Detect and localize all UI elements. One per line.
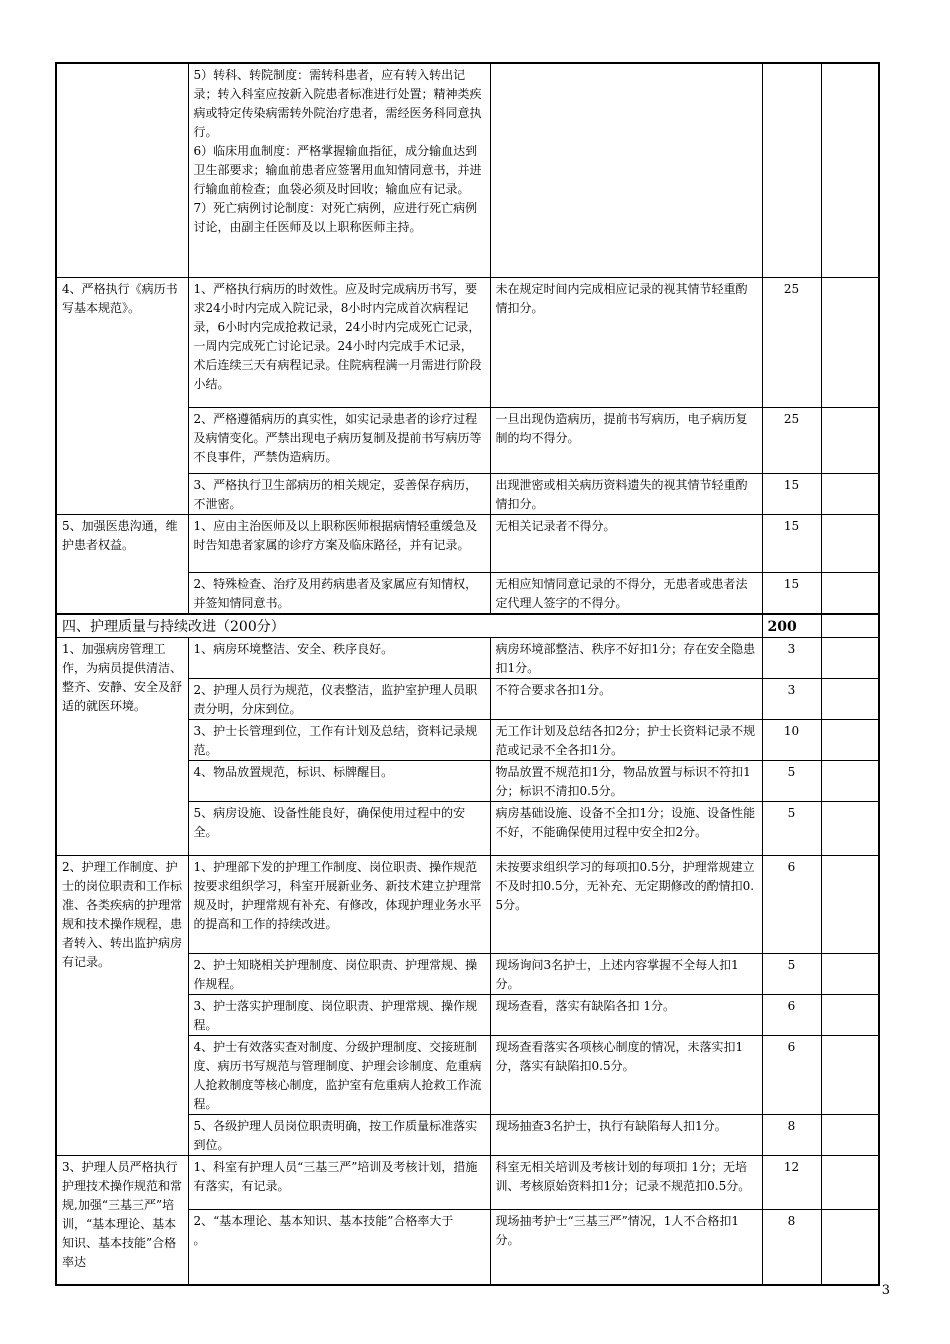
score-cell: 25 [762, 407, 821, 473]
score-cell: 10 [762, 719, 821, 760]
section-score: 200 [762, 614, 821, 638]
score-cell: 5 [762, 801, 821, 855]
score-cell: 25 [762, 277, 821, 407]
standard-cell: 5、病房设施、设备性能良好，确保使用过程中的安全。 [188, 801, 490, 855]
standard-cell: 2、护士知晓相关护理制度、岗位职责、护理常规、操作规程。 [188, 953, 490, 994]
empty-cell [821, 572, 879, 614]
standard-cell: 4、护士有效落实查对制度、分级护理制度、交接班制度、病历书写规范与管理制度、护理会诊制度、危重病人抢救制度等核心制度，监护室有危重病人抢救工作流程。 [188, 1035, 490, 1114]
table-row [56, 1155, 879, 1209]
empty-cell [821, 1035, 879, 1114]
evaluation-table [55, 62, 880, 1286]
empty-cell [821, 801, 879, 855]
deduction-cell: 未在规定时间内完成相应记录的视其情节轻重酌情扣分。 [490, 277, 762, 407]
section-row [56, 614, 879, 638]
score-cell: 6 [762, 1035, 821, 1114]
section-title: 四、护理质量与持续改进（200分） [56, 614, 762, 638]
standard-cell: 2、“基本理论、基本知识、基本技能”合格率大于 。 [188, 1209, 490, 1285]
table-row [56, 637, 879, 678]
score-cell [762, 63, 821, 277]
deduction-cell: 未按要求组织学习的每项扣0.5分，护理常规建立不及时扣0.5分，无补充、无定期修改的酌情扣0.5分。 [490, 855, 762, 953]
empty-cell [821, 1155, 879, 1209]
empty-cell [821, 63, 879, 277]
score-cell: 8 [762, 1114, 821, 1155]
item-cell: 4、严格执行《病历书写基本规范》。 [56, 277, 188, 514]
empty-cell [821, 473, 879, 514]
deduction-cell: 无工作计划及总结各扣2分；护士长资料记录不规范或记录不全各扣1分。 [490, 719, 762, 760]
standard-cell: 4、物品放置规范，标识、标牌醒目。 [188, 760, 490, 801]
empty-cell [821, 1114, 879, 1155]
empty-cell [821, 994, 879, 1035]
deduction-cell: 出现泄密或相关病历资料遗失的视其情节轻重酌情扣分。 [490, 473, 762, 514]
empty-cell [821, 514, 879, 572]
score-cell: 6 [762, 855, 821, 953]
standard-cell: 2、护理人员行为规范，仪表整洁，监护室护理人员职责分明，分床到位。 [188, 678, 490, 719]
empty-cell [821, 719, 879, 760]
standard-cell: 1、严格执行病历的时效性。应及时完成病历书写，要求24小时内完成入院记录，8小时内完成首次病程记录，6小时内完成抢救记录，24小时内完成死亡记录，一周内完成死亡讨论记录。24小时内完成手术记录，术后连续三天有病程记录。住院病程满一月需进行阶段小结。 [188, 277, 490, 407]
empty-cell [821, 637, 879, 678]
item-cell [56, 63, 188, 277]
item-cell: 3、护理人员严格执行护理技术操作规范和常规,加强“三基三严”培训，“基本理论、基本知识、基本技能”合格率达 [56, 1155, 188, 1285]
table-row [56, 855, 879, 953]
deduction-cell [490, 63, 762, 277]
evaluation-table-body [56, 63, 879, 1285]
empty-cell [821, 678, 879, 719]
deduction-cell: 现场询问3名护士，上述内容掌握不全每人扣1分。 [490, 953, 762, 994]
score-cell: 5 [762, 760, 821, 801]
standard-cell: 5、各级护理人员岗位职责明确，按工作质量标准落实到位。 [188, 1114, 490, 1155]
deduction-cell: 现场抽考护士“三基三严”情况，1人不合格扣1分。 [490, 1209, 762, 1285]
deduction-cell: 病房基础设施、设备不全扣1分；设施、设备性能不好，不能确保使用过程中安全扣2分。 [490, 801, 762, 855]
deduction-cell: 现场查看，落实有缺陷各扣 1分。 [490, 994, 762, 1035]
table-row [56, 63, 879, 277]
deduction-cell: 现场抽查3名护士，执行有缺陷每人扣1分。 [490, 1114, 762, 1155]
score-cell: 12 [762, 1155, 821, 1209]
deduction-cell: 一旦出现伪造病历，提前书写病历，电子病历复制的均不得分。 [490, 407, 762, 473]
score-cell: 15 [762, 473, 821, 514]
standard-cell: 1、科室有护理人员“三基三严”培训及考核计划，措施有落实，有记录。 [188, 1155, 490, 1209]
deduction-cell: 科室无相关培训及考核计划的每项扣 1分；无培训、考核原始资料扣1分；记录不规范扣0.5分。 [490, 1155, 762, 1209]
standard-cell: 3、护士长管理到位，工作有计划及总结，资料记录规范。 [188, 719, 490, 760]
score-cell: 6 [762, 994, 821, 1035]
score-cell: 3 [762, 637, 821, 678]
item-cell: 5、加强医患沟通，维护患者权益。 [56, 514, 188, 614]
standard-cell: 1、病房环境整洁、安全、秩序良好。 [188, 637, 490, 678]
deduction-cell: 物品放置不规范扣1分，物品放置与标识不符扣1分；标识不清扣0.5分。 [490, 760, 762, 801]
empty-cell [821, 953, 879, 994]
deduction-cell: 无相关记录者不得分。 [490, 514, 762, 572]
score-cell: 5 [762, 953, 821, 994]
standard-cell: 3、护士落实护理制度、岗位职责、护理常规、操作规程。 [188, 994, 490, 1035]
score-cell: 8 [762, 1209, 821, 1285]
empty-cell [821, 614, 879, 638]
table-row [56, 514, 879, 572]
standard-cell: 2、特殊检查、治疗及用药病患者及家属应有知情权，并签知情同意书。 [188, 572, 490, 614]
table-row [56, 277, 879, 407]
empty-cell [821, 407, 879, 473]
standard-cell: 3、严格执行卫生部病历的相关规定，妥善保存病历，不泄密。 [188, 473, 490, 514]
page-number: 3 [881, 1283, 890, 1298]
empty-cell [821, 277, 879, 407]
score-cell: 15 [762, 514, 821, 572]
empty-cell [821, 760, 879, 801]
item-cell: 1、加强病房管理工作，为病员提供清洁、整齐、安静、安全及舒适的就医环境。 [56, 637, 188, 855]
deduction-cell: 无相应知情同意记录的不得分，无患者或患者法定代理人签字的不得分。 [490, 572, 762, 614]
empty-cell [821, 855, 879, 953]
empty-cell [821, 1209, 879, 1285]
item-cell: 2、护理工作制度、护士的岗位职责和工作标准、各类疾病的护理常规和技术操作规程，患者转入、转出监护病房有记录。 [56, 855, 188, 1155]
standard-cell: 5）转科、转院制度：需转科患者，应有转入转出记录；转入科室应按新入院患者标准进行处置；精神类疾病或特定传染病需转外院治疗患者，需经医务科同意执行。 6）临床用血制度：严格掌握输血指征，成分输血达到卫生部要求；输血前患者应签署用血知情同意书，并进行输血前检查；血袋必须及时回收；输血应有记录。 7）死亡病例讨论制度：对死亡病例，应进行死亡病例讨论，由副主任医师及以上职称医师主持。 [188, 63, 490, 277]
deduction-cell: 病房环境部整洁、秩序不好扣1分；存在安全隐患扣1分。 [490, 637, 762, 678]
deduction-cell: 现场查看落实各项核心制度的情况，未落实扣1分，落实有缺陷扣0.5分。 [490, 1035, 762, 1114]
deduction-cell: 不符合要求各扣1分。 [490, 678, 762, 719]
standard-cell: 1、护理部下发的护理工作制度、岗位职责、操作规范按要求组织学习，科室开展新业务、新技术建立护理常规及时，护理常规有补充、有修改，体现护理业务水平的提高和工作的持续改进。 [188, 855, 490, 953]
standard-cell: 1、应由主治医师及以上职称医师根据病情轻重缓急及时告知患者家属的诊疗方案及临床路径，并有记录。 [188, 514, 490, 572]
standard-cell: 2、严格遵循病历的真实性，如实记录患者的诊疗过程及病情变化。严禁出现电子病历复制及提前书写病历等不良事件，严禁伪造病历。 [188, 407, 490, 473]
score-cell: 3 [762, 678, 821, 719]
score-cell: 15 [762, 572, 821, 614]
